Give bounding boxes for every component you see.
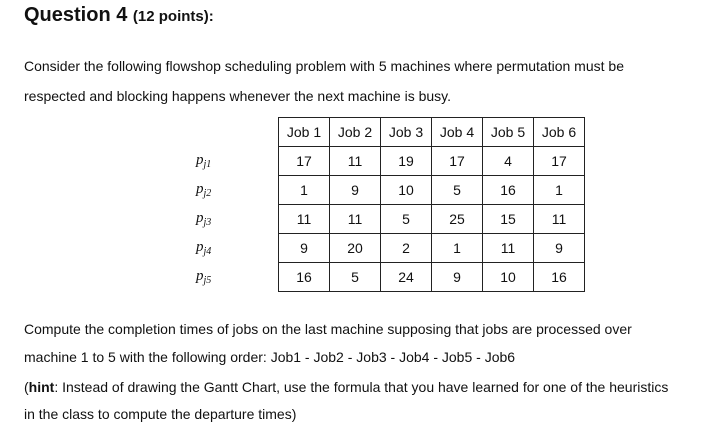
table-row bbox=[190, 263, 585, 292]
column-header-job-3: Job 3 bbox=[381, 118, 432, 147]
table-corner bbox=[190, 118, 279, 147]
table-cell: 16 bbox=[279, 263, 330, 292]
table-cell: 24 bbox=[381, 263, 432, 292]
column-header-job-4: Job 4 bbox=[432, 118, 483, 147]
table-row bbox=[190, 205, 585, 234]
table-cell: 11 bbox=[330, 205, 381, 234]
column-header-job-6: Job 6 bbox=[534, 118, 585, 147]
column-header-job-1: Job 1 bbox=[279, 118, 330, 147]
table-cell: 17 bbox=[432, 147, 483, 176]
row-label-base: p bbox=[196, 268, 204, 284]
table-cell: 15 bbox=[483, 205, 534, 234]
table-cell: 11 bbox=[534, 205, 585, 234]
table-cell: 19 bbox=[381, 147, 432, 176]
table-cell: 17 bbox=[534, 147, 585, 176]
question-heading bbox=[24, 4, 214, 27]
row-label-subscript: j5 bbox=[203, 275, 212, 286]
column-header-job-5: Job 5 bbox=[483, 118, 534, 147]
row-label bbox=[190, 147, 279, 176]
table-cell: 11 bbox=[483, 234, 534, 263]
table-cell: 9 bbox=[279, 234, 330, 263]
table-cell: 11 bbox=[279, 205, 330, 234]
intro-line-2: respected and blocking happens whenever the next machine is busy. bbox=[24, 88, 452, 104]
table-cell: 1 bbox=[534, 176, 585, 205]
table-cell: 9 bbox=[432, 263, 483, 292]
row-label-subscript: j1 bbox=[203, 159, 212, 170]
table-cell: 20 bbox=[330, 234, 381, 263]
processing-times-body bbox=[190, 118, 585, 292]
table-cell: 16 bbox=[483, 176, 534, 205]
column-header-job-2: Job 2 bbox=[330, 118, 381, 147]
intro-line-1: Consider the following flowshop scheduling problem with 5 machines where permutation must be bbox=[24, 58, 624, 74]
table-cell: 17 bbox=[279, 147, 330, 176]
table-cell: 9 bbox=[534, 234, 585, 263]
table-row bbox=[190, 176, 585, 205]
row-label bbox=[190, 234, 279, 263]
row-label-base: p bbox=[196, 181, 204, 197]
row-label-subscript: j4 bbox=[203, 246, 212, 257]
hint-open-paren: ( bbox=[24, 379, 29, 395]
row-label-subscript: j3 bbox=[203, 217, 212, 228]
row-label-base: p bbox=[196, 152, 204, 168]
hint-keyword: hint bbox=[28, 379, 55, 395]
row-label-base: p bbox=[196, 210, 204, 226]
row-label-subscript: j2 bbox=[203, 188, 212, 199]
table-cell: 16 bbox=[534, 263, 585, 292]
table-row bbox=[190, 234, 585, 263]
row-label bbox=[190, 205, 279, 234]
table-cell: 5 bbox=[432, 176, 483, 205]
table-row bbox=[190, 147, 585, 176]
table-cell: 11 bbox=[330, 147, 381, 176]
hint-text: : Instead of drawing the Gantt Chart, use the formula that you have learned for one of the heuristics bbox=[54, 379, 669, 395]
table-cell: 2 bbox=[381, 234, 432, 263]
table-cell: 25 bbox=[432, 205, 483, 234]
table-cell: 1 bbox=[279, 176, 330, 205]
row-label bbox=[190, 176, 279, 205]
question-points: (12 points): bbox=[132, 8, 214, 25]
table-cell: 9 bbox=[330, 176, 381, 205]
table-cell: 1 bbox=[432, 234, 483, 263]
task-line-2: machine 1 to 5 with the following order: Job1 - Job2 - Job3 - Job4 - Job5 - Job6 bbox=[24, 349, 516, 365]
row-label bbox=[190, 263, 279, 292]
processing-times-table bbox=[190, 117, 585, 292]
table-cell: 10 bbox=[483, 263, 534, 292]
table-header-row bbox=[190, 118, 585, 147]
task-line-4: in the class to compute the departure times) bbox=[24, 406, 297, 422]
table-cell: 10 bbox=[381, 176, 432, 205]
task-line-1: Compute the completion times of jobs on the last machine supposing that jobs are processed over bbox=[24, 321, 632, 337]
table-cell: 5 bbox=[330, 263, 381, 292]
table-cell: 4 bbox=[483, 147, 534, 176]
row-label-base: p bbox=[196, 239, 204, 255]
hint-line bbox=[24, 375, 668, 400]
table-cell: 5 bbox=[381, 205, 432, 234]
question-title: Question 4 bbox=[24, 4, 128, 26]
